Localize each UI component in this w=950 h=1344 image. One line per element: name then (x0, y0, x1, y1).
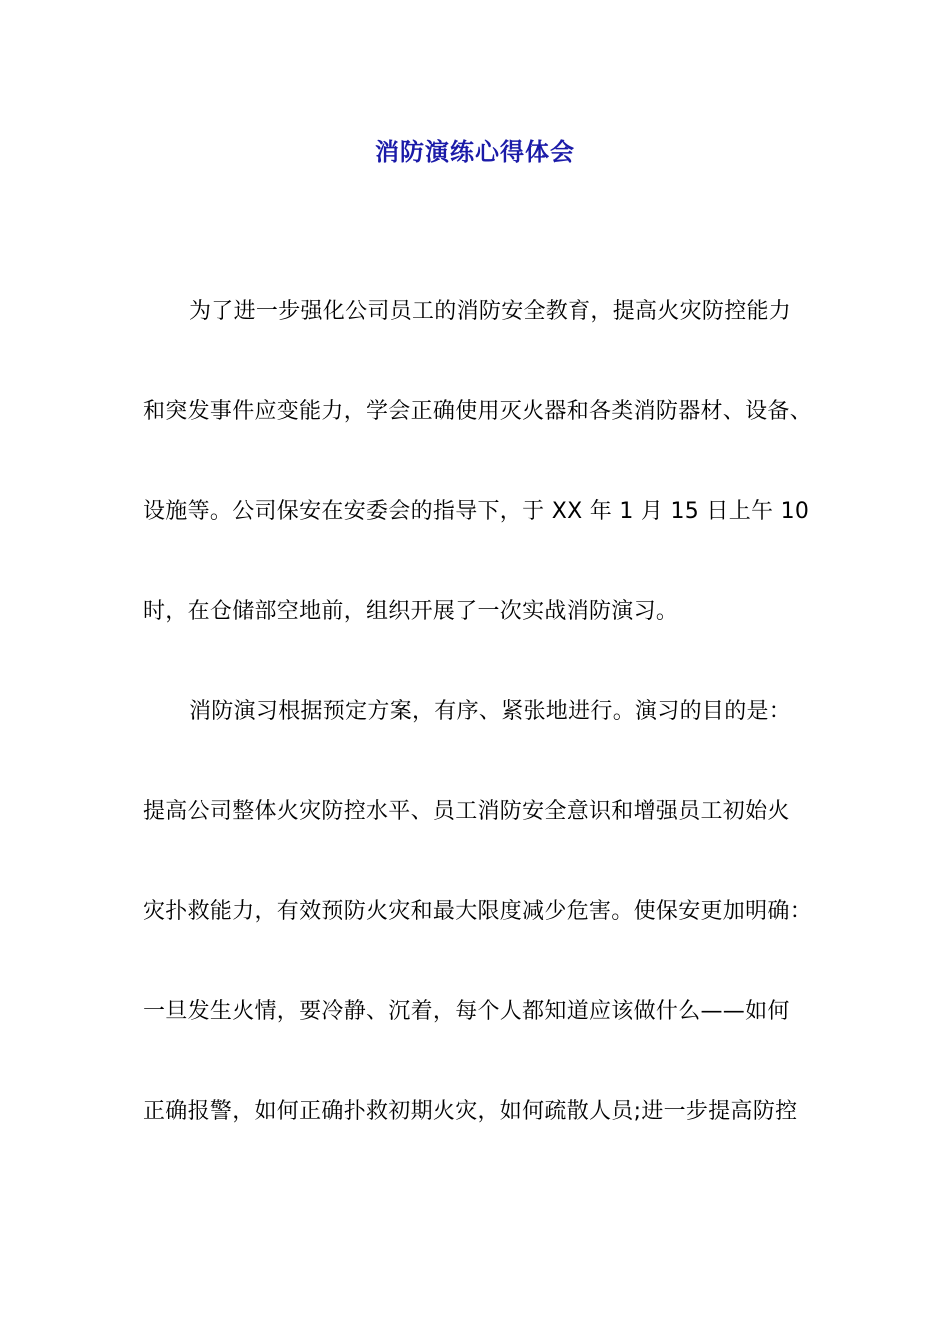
paragraph-2-line-4: 一旦发生火情，要冷静、沉着，每个人都知道应该做什么——如何 (143, 999, 790, 1024)
paragraph-1-line-2: 和突发事件应变能力，学会正确使用灭火器和各类消防器材、设备、 (143, 399, 813, 424)
paragraph-2-line-1: 消防演习根据预定方案，有序、紧张地进行。演习的目的是： (189, 699, 792, 724)
paragraph-2-line-5: 正确报警，如何正确扑救初期火灾，如何疏散人员;进一步提高防控 (143, 1099, 798, 1124)
paragraph-1-line-3: 设施等。公司保安在安委会的指导下，于 XX 年 1 月 15 日上午 10 (143, 499, 810, 524)
paragraph-2-line-3: 灾扑救能力，有效预防火灾和最大限度减少危害。使保安更加明确： (143, 899, 813, 924)
paragraph-1-line-1: 为了进一步强化公司员工的消防安全教育，提高火灾防控能力 (189, 299, 792, 324)
paragraph-2-line-2: 提高公司整体火灾防控水平、员工消防安全意识和增强员工初始火 (143, 799, 790, 824)
document-title: 消防演练心得体会 (375, 138, 575, 166)
paragraph-1-line-4: 时，在仓储部空地前，组织开展了一次实战消防演习。 (143, 599, 679, 624)
